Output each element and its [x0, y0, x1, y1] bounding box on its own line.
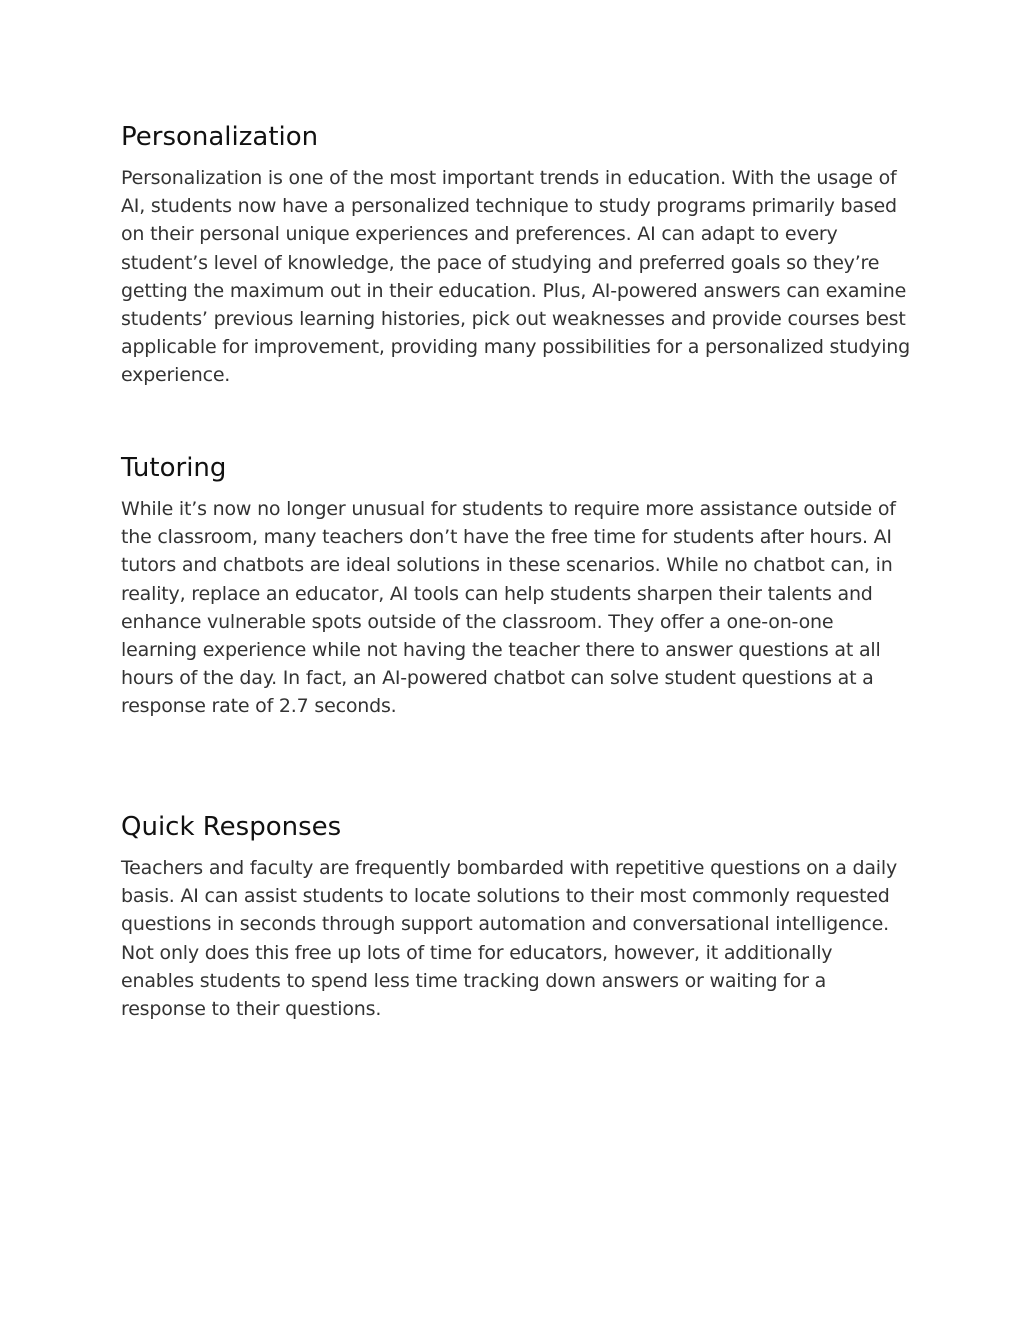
section-heading: Personalization — [121, 122, 319, 152]
section-heading: Tutoring — [121, 453, 227, 483]
section-personalization — [121, 122, 911, 390]
section-quick-responses — [121, 812, 911, 1023]
section-body: Teachers and faculty are frequently bombarded with repetitive questions on a daily basis. AI can assist students to locate solutions to their most commonly requested questions in seconds through support automation and conversational intelligence. Not only does this free up lots of time for educators, however, it additionally enables students to spend less time tracking down answers or waiting for a response to their questions. — [121, 857, 897, 1021]
section-body: While it’s now no longer unusual for students to require more assistance outside of the classroom, many teachers don’t have the free time for students after hours. AI tutors and chatbots are ideal solutions in these scenarios. While no chatbot can, in reality, replace an educator, AI tools can help students sharpen their talents and enhance vulnerable spots outside of the classroom. They offer a one-on-one learning experience while not having the teacher there to answer questions at all hours of the day. In fact, an AI-powered chatbot can solve student questions at a response rate of 2.7 seconds. — [121, 498, 896, 718]
section-tutoring — [121, 453, 911, 721]
section-heading: Quick Responses — [121, 812, 342, 842]
section-body: Personalization is one of the most important trends in education. With the usage of AI, students now have a personalized technique to study programs primarily based on their personal unique experiences and preferences. AI can adapt to every student’s level of knowledge, the pace of studying and preferred goals so they’re getting the maximum out in their education. Plus, AI-powered answers can examine students’ previous learning histories, pick out weaknesses and provide courses best applicable for improvement, providing many possibilities for a personalized studying experience. — [121, 167, 911, 387]
